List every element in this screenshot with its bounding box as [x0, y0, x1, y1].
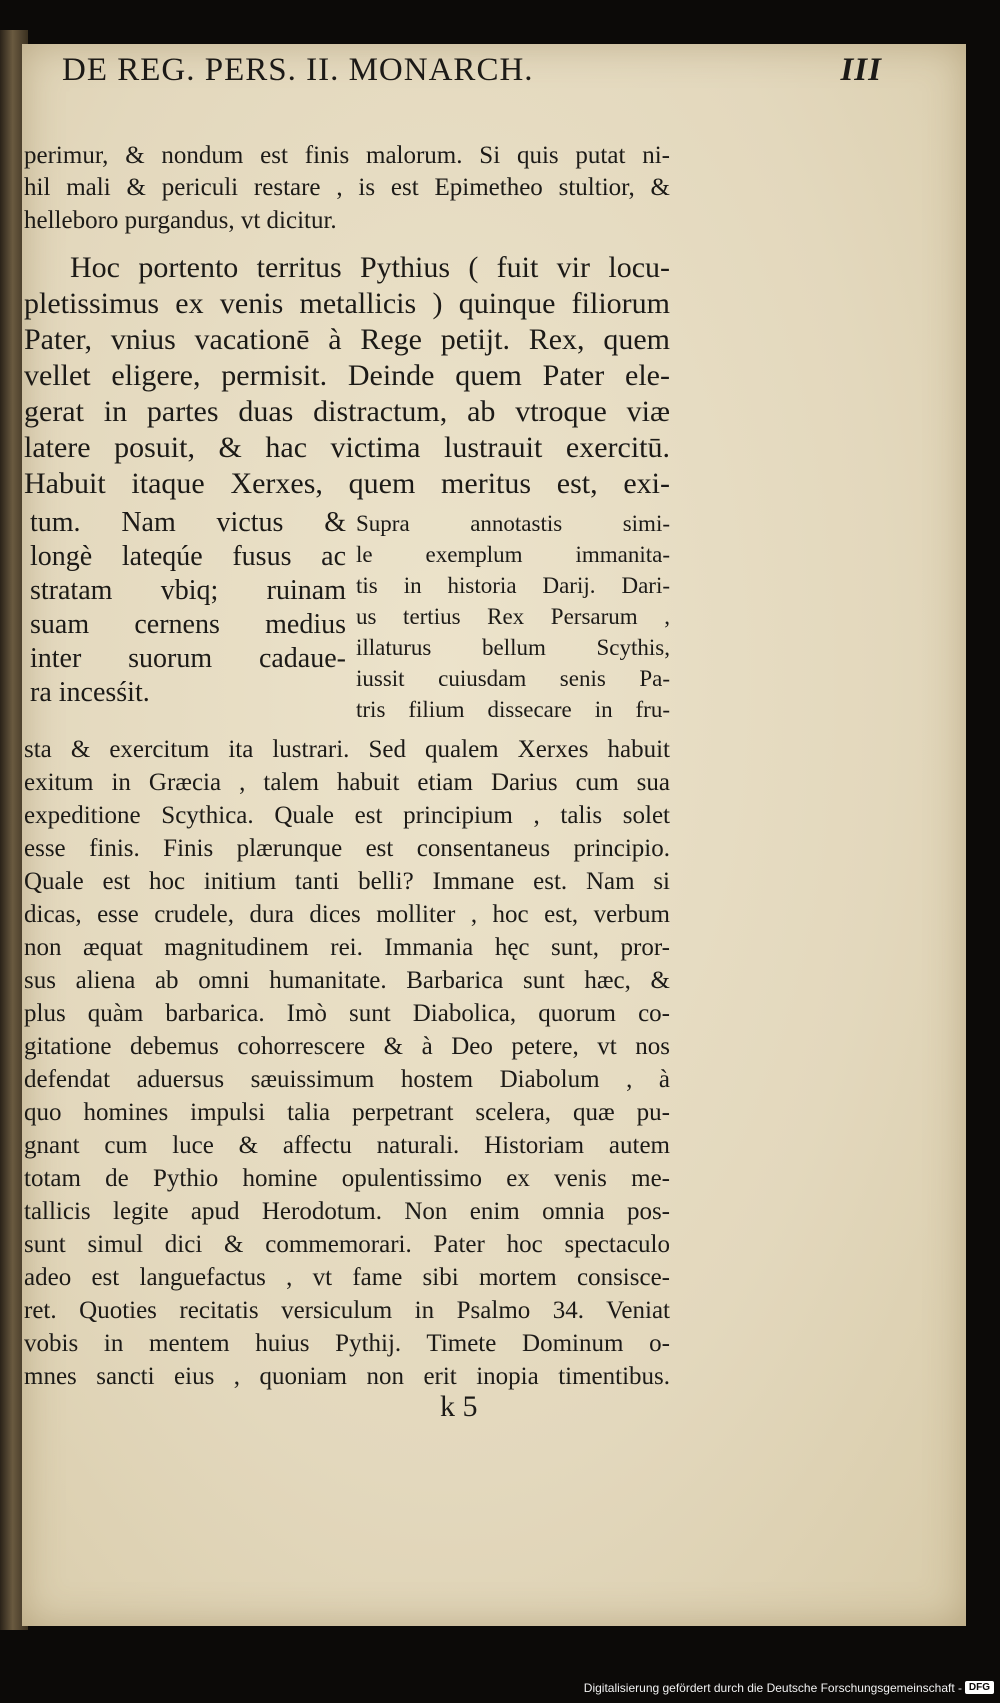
- text-line: plus quàm barbarica. Imò sunt Diabolica, quorum co-: [24, 1000, 670, 1027]
- paragraph-line: latere posuit, & hac victima lustrauit exercitū.: [24, 431, 670, 464]
- marginal-note-column: [356, 508, 670, 725]
- folio-number: III: [840, 52, 882, 88]
- text-line: expeditione Scythica. Quale est principium , talis solet: [24, 802, 670, 829]
- text-line: ret. Quoties recitatis versiculum in Psalmo 34. Veniat: [24, 1297, 670, 1324]
- text-line: gnant cum luce & affectu naturali. Historiam autem: [24, 1132, 670, 1159]
- main-text-column: [30, 506, 346, 710]
- column-line: longè lateqúe fusus ac: [30, 541, 346, 572]
- text-line: Quale est hoc initium tanti belli? Immane est. Nam si: [24, 868, 670, 895]
- funding-credit: Digitalisierung gefördert durch die Deutsche Forschungsgemeinschaft -: [583, 1681, 962, 1695]
- running-title: DE REG. PERS. II. MONARCH.: [62, 52, 534, 88]
- text-line: vobis in mentem huius Pythij. Timete Dominum o-: [24, 1330, 670, 1357]
- note-line: tis in historia Darij. Dari-: [356, 573, 670, 598]
- note-line: iussit cuiusdam senis Pa-: [356, 666, 670, 691]
- text-line: gitatione debemus cohorrescere & à Deo petere, vt nos: [24, 1033, 670, 1060]
- column-line: tum. Nam victus &: [30, 507, 346, 538]
- text-line: mnes sancti eius , quoniam non erit inopia timentibus.: [24, 1363, 670, 1390]
- text-line: adeo est languefactus , vt fame sibi mortem consisce-: [24, 1264, 670, 1291]
- text-line: sta & exercitum ita lustrari. Sed qualem Xerxes habuit: [24, 736, 670, 763]
- note-line: Supra annotastis simi-: [356, 511, 670, 536]
- text-line: sunt simul dici & commemorari. Pater hoc spectaculo: [24, 1231, 670, 1258]
- note-line: le exemplum immanita-: [356, 542, 670, 567]
- paragraph-line: vellet eligere, permisit. Deinde quem Pater ele-: [24, 359, 670, 392]
- text-line: helleboro purgandus, vt dicitur.: [24, 207, 337, 234]
- footer-bar: [0, 1678, 1000, 1703]
- column-line: stratam vbiq; ruinam: [30, 575, 346, 606]
- note-line: illaturus bellum Scythis,: [356, 635, 670, 660]
- text-line: dicas, esse crudele, dura dices molliter , hoc est, verbum: [24, 901, 670, 928]
- paragraph-line: gerat in partes duas distractum, ab vtroque viæ: [24, 395, 670, 428]
- column-line: ra incesśit.: [30, 677, 150, 708]
- text-line: perimur, & nondum est finis malorum. Si quis putat ni-: [24, 142, 670, 169]
- dfg-logo: DFG: [965, 1681, 994, 1694]
- paragraph-line: Pater, vnius vacationē à Rege petijt. Rex, quem: [24, 323, 670, 356]
- note-line: tris filium dissecare in fru-: [356, 697, 670, 722]
- note-line: us tertius Rex Persarum ,: [356, 604, 670, 629]
- text-line: hil mali & periculi restare , is est Epimetheo stultior, &: [24, 174, 670, 201]
- paragraph-line: Habuit itaque Xerxes, quem meritus est, exi-: [24, 467, 670, 500]
- text-line: totam de Pythio homine opulentissimo ex venis me-: [24, 1165, 670, 1192]
- text-line: exitum in Græcia , talem habuit etiam Darius cum sua: [24, 769, 670, 796]
- text-line: non æquat magnitudinem rei. Immania hęc sunt, pror-: [24, 934, 670, 961]
- text-line: defendat aduersus sæuissimum hostem Diabolum , à: [24, 1066, 670, 1093]
- page-header: [62, 52, 882, 102]
- signature-mark: k 5: [440, 1390, 478, 1423]
- column-line: suam cernens medius: [30, 609, 346, 640]
- paragraph-line: Hoc portento territus Pythius ( fuit vir locu-: [70, 251, 670, 284]
- text-line: esse finis. Finis plærunque est consentaneus principio.: [24, 835, 670, 862]
- text-line: quo homines impulsi talia perpetrant scelera, quæ pu-: [24, 1099, 670, 1126]
- column-line: inter suorum cadaue-: [30, 643, 346, 674]
- text-line: sus aliena ab omni humanitate. Barbarica sunt hæc, &: [24, 967, 670, 994]
- paragraph-line: pletissimus ex venis metallicis ) quinque filiorum: [24, 287, 670, 320]
- text-line: tallicis legite apud Herodotum. Non enim omnia pos-: [24, 1198, 670, 1225]
